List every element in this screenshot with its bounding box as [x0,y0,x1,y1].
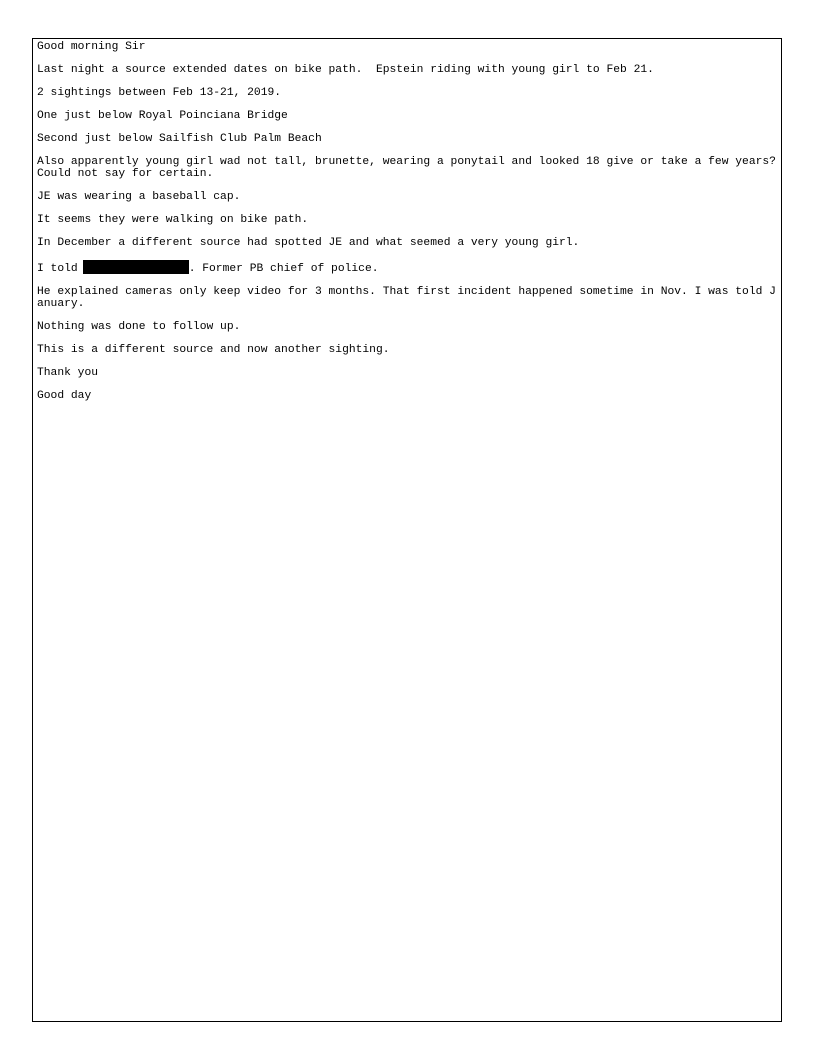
redacted-line-after: . Former PB chief of police. [188,263,379,275]
body-line: Also apparently young girl wad not tall, brunette, wearing a ponytail and looked 18 give or take a few years? Could not say for certain. [37,156,783,180]
body-line: Second just below Sailfish Club Palm Beach [37,133,322,145]
closing-line: Good day [37,390,92,402]
body-line: He explained cameras only keep video for 3 months. That first incident happened sometime in Nov. I was told January. [37,286,776,310]
body-line: One just below Royal Poinciana Bridge [37,110,288,122]
body-line: JE was wearing a baseball cap. [37,191,241,203]
body-line: This is a different source and now another sighting. [37,344,390,356]
body-line: Nothing was done to follow up. [37,321,241,333]
document-page [32,38,782,1022]
greeting-line: Good morning Sir [37,41,146,53]
body-line: In December a different source had spotted JE and what seemed a very young girl. [37,237,580,249]
redacted-line-before: I told [37,263,78,275]
redacted-line [37,260,779,275]
closing-line: Thank you [37,367,99,379]
body-line: It seems they were walking on bike path. [37,214,309,226]
body-line: 2 sightings between Feb 13-21, 2019. [37,87,282,99]
body-line: Last night a source extended dates on bike path. Epstein riding with young girl to Feb 21. [37,64,654,76]
redaction-block [83,260,189,274]
document-body [37,41,783,413]
